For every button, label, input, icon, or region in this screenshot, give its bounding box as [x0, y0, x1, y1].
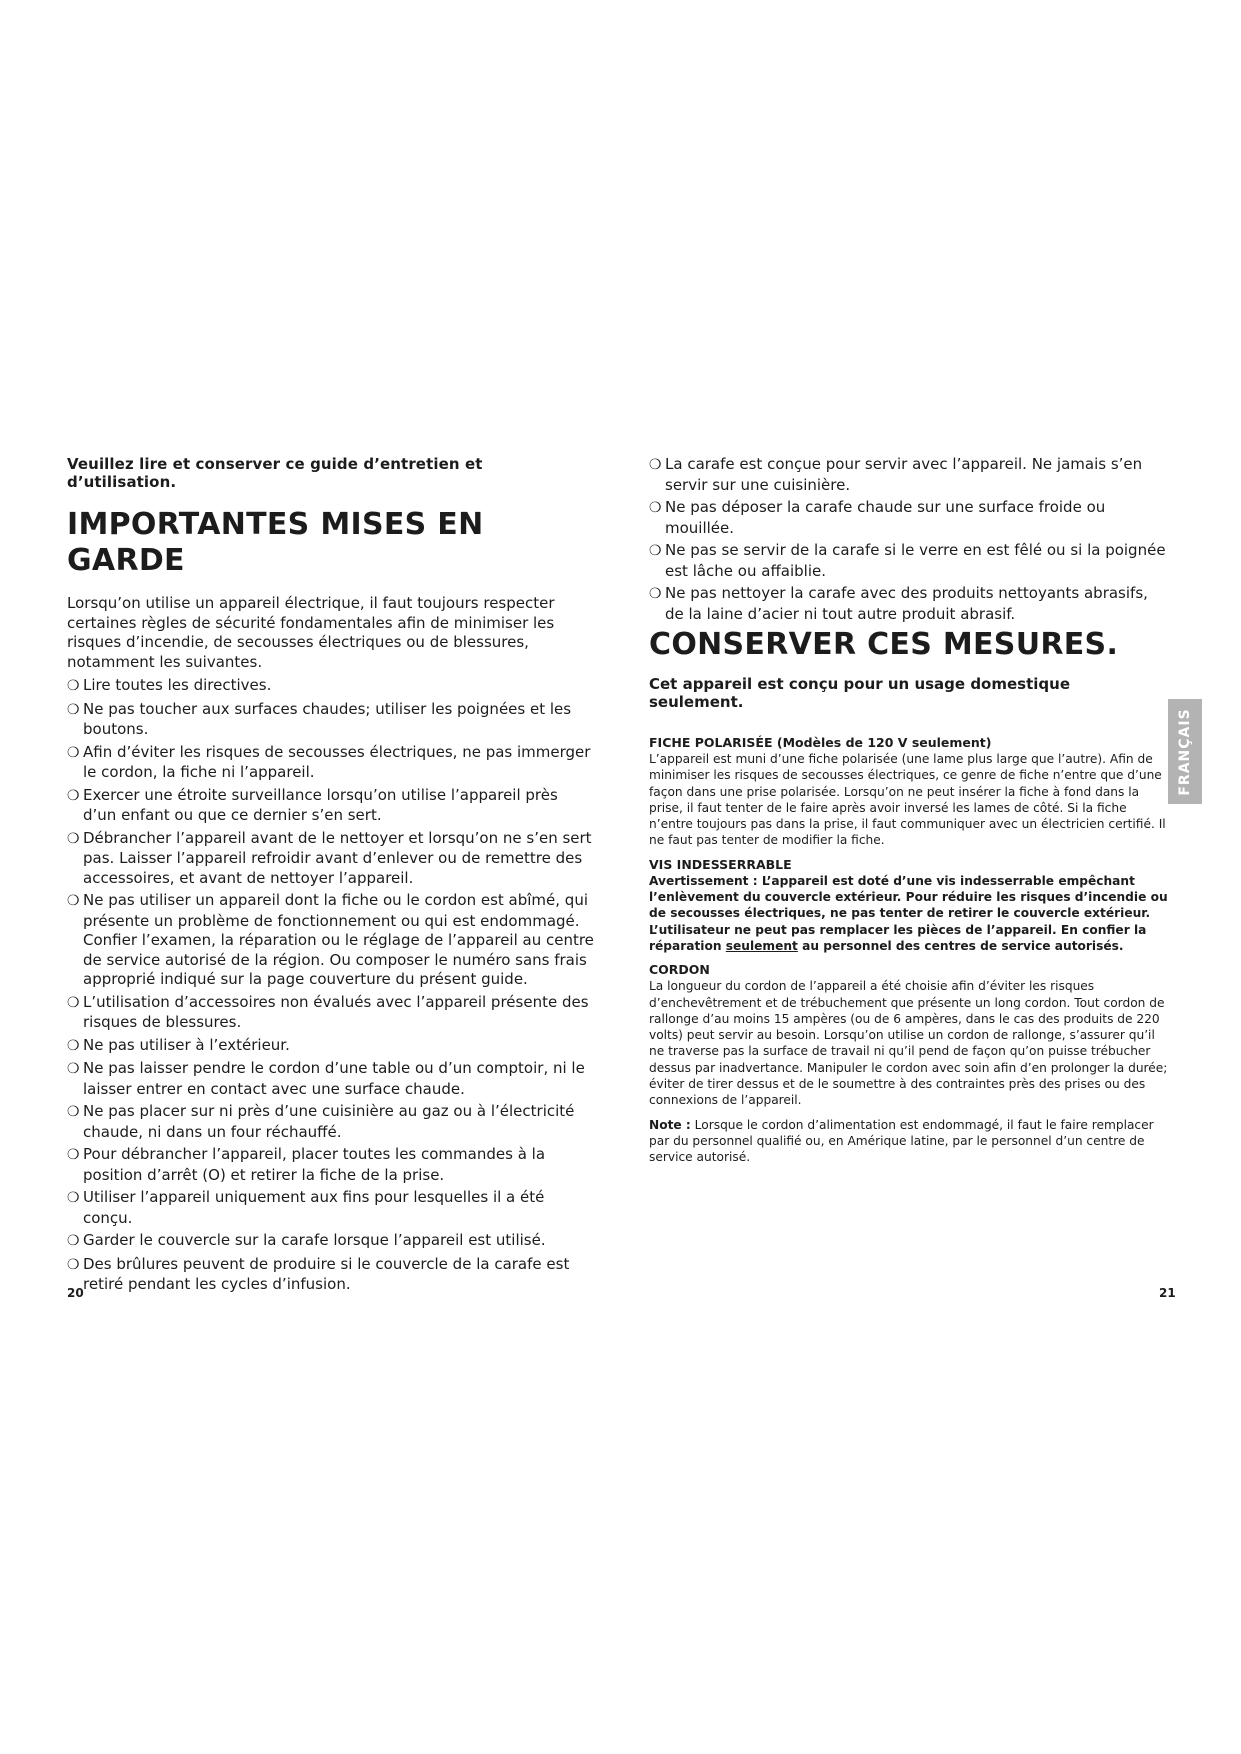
list-item: ❍ Ne pas déposer la carafe chaude sur une surface froide ou mouillée.: [649, 498, 1106, 537]
polarized-plug-title: FICHE POLARISÉE (Modèles de 120 V seulement): [649, 735, 992, 750]
left-page: [67, 455, 595, 1298]
polarized-plug-text: L’appareil est muni d’une fiche polarisée (une lame plus large que l’autre). Afin de minimiser les risques de secousses électriques, ce genre de fiche n’entre que d’une façon dans une prise polarisée. Lorsqu’on ne peut insérer la fiche à fond dans la prise, il faut tenter de le faire après avoir inversé les lames de côté. Si la fiche n’entre toujours pas dans la prise, il faut communiquer avec un électricien certifié. Il ne faut pas tenter de modifier la fiche.: [649, 752, 1166, 848]
save-instructions-heading: CONSERVER CES MESURES.: [649, 627, 1119, 662]
bullet-icon: ❍: [649, 586, 662, 602]
bullet-icon: ❍: [67, 1037, 80, 1054]
carafe-list: [649, 455, 1169, 624]
page-title: IMPORTANTES MISES EN GARDE: [67, 507, 484, 578]
cord-title: CORDON: [649, 962, 710, 978]
intro-paragraph: Lorsqu’on utilise un appareil électrique, il faut toujours respecter certaines règles de sécurité fondamentales afin de minimiser les risques d’incendie, de secousses électriques ou de blessures, notamment les suivantes.: [67, 594, 555, 671]
bullet-icon: ❍: [649, 500, 662, 516]
bullet-icon: ❍: [67, 701, 80, 718]
bullet-icon: ❍: [67, 1256, 80, 1273]
list-item: ❍ Exercer une étroite surveillance lorsqu’on utilise l’appareil près d’un enfant ou que ce dernier s’en sert.: [67, 785, 558, 824]
bullet-icon: ❍: [67, 1233, 80, 1249]
list-item: ❍ Débrancher l’appareil avant de le nettoyer et lorsqu’on ne s’en sert pas. Laisser l’appareil refroidir avant d’enlever ou de remettre des accessoires, et avant de nettoyer l’appareil.: [67, 828, 592, 887]
bullet-icon: ❍: [67, 1147, 80, 1163]
list-item: ❍ Ne pas nettoyer la carafe avec des produits nettoyants abrasifs, de la laine d’acier ni tout autre produit abrasif.: [649, 584, 1148, 623]
bullet-icon: ❍: [649, 543, 662, 559]
list-item: ❍ L’utilisation d’accessoires non évalués avec l’appareil présente des risques de blessures.: [67, 992, 589, 1031]
page-number-right: 21: [1159, 1286, 1176, 1300]
list-item: ❍ Ne pas placer sur ni près d’une cuisinière au gaz ou à l’électricité chaude, ni dans un four réchauffé.: [67, 1102, 575, 1141]
bullet-icon: ❍: [67, 994, 80, 1011]
list-item: ❍ Ne pas se servir de la carafe si le verre en est fêlé ou si la poignée est lâche ou affaiblie.: [649, 541, 1166, 580]
list-item: ❍ Lire toutes les directives.: [67, 676, 595, 697]
bullet-icon: ❍: [67, 787, 80, 804]
page-number-left: 20: [67, 1286, 84, 1300]
language-tab: FRANÇAIS: [1168, 699, 1202, 804]
list-item: ❍ Ne pas toucher aux surfaces chaudes; utiliser les poignées et les boutons.: [67, 699, 572, 738]
bullet-icon: ❍: [67, 1190, 80, 1206]
cord-text: La longueur du cordon de l’appareil a été choisie afin d’éviter les risques d’enchevêtrement et de trébuchement que présente un long cordon. Tout cordon de rallonge d’au moins 15 ampères (ou de 6 ampères, dans le cas des produits de 220 volts) peut servir au besoin. Lorsqu’on utilise un cordon de rallonge, s’assurer qu’il ne traverse pas la surface de travail ni qu’il pend de façon qu’on puisse trébucher dessus par inadvertance. Manipuler le cordon avec soin afin d’en prolonger la durée; éviter de tirer dessus et de le soumettre à des contraintes près des prises ou des connexions de l’appareil.: [649, 979, 1168, 1108]
bullet-icon: ❍: [67, 744, 80, 761]
list-item: ❍ Afin d’éviter les risques de secousses électriques, ne pas immerger le cordon, la fiche ni l’appareil.: [67, 742, 591, 781]
bullet-icon: ❍: [67, 1061, 80, 1077]
list-item: ❍ Ne pas laisser pendre le cordon d’une table ou d’un comptoir, ni le laisser entrer en contact avec une surface chaude.: [67, 1059, 585, 1098]
household-use-heading: Cet appareil est conçu pour un usage domestique seulement.: [649, 675, 1070, 711]
note-text: Note : Lorsque le cordon d’alimentation est endommagé, il faut le faire remplacer par du personnel qualifié ou, en Amérique latine, par le personnel d’un centre de service autorisé.: [649, 1117, 1154, 1165]
tamper-screw-text: Avertissement : L’appareil est doté d’une vis indesserrable empêchant l’enlèvement du couvercle extérieur. Pour réduire les risques d’incendie ou de secousses électriques, ne pas tenter de retirer le couvercle extérieur. L’utilisateur ne peut pas remplacer les pièces de l’appareil. En confier la réparation seulement au personnel des centres de service autorisés.: [649, 873, 1168, 953]
bullet-icon: ❍: [67, 1104, 80, 1120]
list-item: ❍ Ne pas utiliser à l’extérieur.: [67, 1036, 595, 1057]
bullet-icon: ❍: [649, 457, 662, 473]
bullet-icon: ❍: [67, 830, 80, 847]
list-item: ❍ La carafe est conçue pour servir avec l’appareil. Ne jamais s’en servir sur une cuisinière.: [649, 455, 1143, 494]
intro-heading: Veuillez lire et conserver ce guide d’entretien et d’utilisation.: [67, 455, 483, 491]
safety-list: [67, 676, 595, 1295]
list-item: ❍ Des brûlures peuvent de produire si le couvercle de la carafe est retiré pendant les cycles d’infusion.: [67, 1254, 570, 1293]
bullet-icon: ❍: [67, 893, 80, 909]
tamper-screw-title: VIS INDESSERRABLE: [649, 856, 792, 872]
list-item: ❍ Utiliser l’appareil uniquement aux fins pour lesquelles il a été conçu.: [67, 1188, 545, 1227]
list-item: ❍ Garder le couvercle sur la carafe lorsque l’appareil est utilisé.: [67, 1231, 595, 1252]
bullet-icon: ❍: [67, 678, 80, 694]
list-item: ❍ Ne pas utiliser un appareil dont la fiche ou le cordon est abîmé, qui présente un problème de fonctionnement ou qui est endommagé. Confier l’examen, la réparation ou le réglage de l’appareil au centre de service autorisé de la région. Ou composer le numéro sans frais approprié indiqué sur la page couverture du présent guide.: [67, 891, 594, 988]
list-item: ❍ Pour débrancher l’appareil, placer toutes les commandes à la position d’arrêt (O) et retirer la fiche de la prise.: [67, 1145, 546, 1184]
right-page: [649, 455, 1169, 1174]
